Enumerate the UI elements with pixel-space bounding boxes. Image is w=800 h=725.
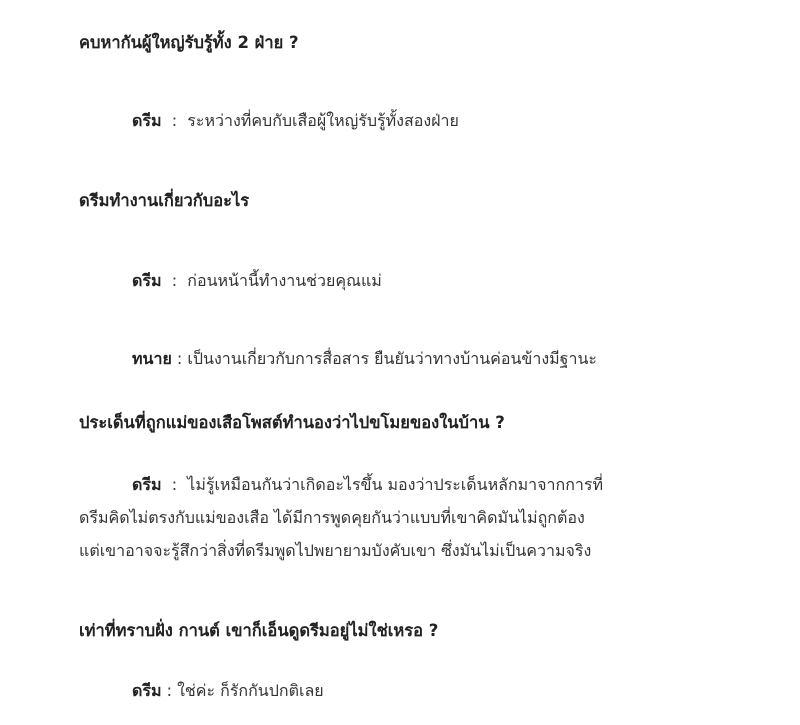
question-heading: ประเด็นที่ถูกแม่ของเสือโพสต์ทำนองว่าไปขโมยของในบ้าน ? <box>79 413 505 432</box>
separator: : <box>161 681 178 700</box>
speaker-label: ดรีม <box>132 681 162 700</box>
question-heading: คบหากันผู้ใหญ่รับรู้ทั้ง 2 ฝ่าย ? <box>79 33 299 52</box>
separator: : <box>171 349 188 368</box>
question-heading: ดรีมทำงานเกี่ยวกับอะไร <box>79 191 250 210</box>
answer-text: ก่อนหน้านี้ทำงานช่วยคุณแม่ <box>187 271 382 290</box>
speaker-label: ทนาย <box>132 349 172 368</box>
answer-text: ไม่รู้เหมือนกันว่าเกิดอะไรขึ้น มองว่าประเด็นหลักมาจากการที่ <box>187 475 604 494</box>
answer-line <box>79 264 679 297</box>
answer-paragraph <box>79 342 679 375</box>
answer-line <box>79 104 679 137</box>
separator: : <box>161 475 188 494</box>
answer-text: ระหว่างที่คบกับเสือผู้ใหญ่รับรู้ทั้งสองฝ่าย <box>187 111 459 130</box>
answer-text: เป็นงานเกี่ยวกับการสื่อสาร ยืนยันว่าทางบ้านค่อนข้างมีฐานะ <box>187 349 598 368</box>
speaker-label: ดรีม <box>132 111 162 130</box>
answer-line <box>79 674 679 707</box>
answer-paragraph <box>79 264 679 297</box>
separator: : <box>161 111 188 130</box>
separator: : <box>161 271 188 290</box>
question-heading: เท่าที่ทราบฝั่ง กานต์ เขาก็เอ็นดูดรีมอยู่ไม่ใช่เหรอ ? <box>79 621 439 640</box>
answer-paragraph <box>79 104 679 137</box>
speaker-label: ดรีม <box>132 475 162 494</box>
answer-line <box>79 342 679 375</box>
answer-paragraph <box>79 674 679 707</box>
speaker-label: ดรีม <box>132 271 162 290</box>
answer-paragraph <box>79 468 679 567</box>
answer-line: ดรีมคิดไม่ตรงกับแม่ของเสือ ได้มีการพูดคุยกันว่าแบบที่เขาคิดมันไม่ถูกต้อง <box>79 508 585 527</box>
answer-line <box>79 468 679 501</box>
answer-text: ใช่ค่ะ ก็รักกันปกติเลย <box>177 681 324 700</box>
answer-line: แต่เขาอาจจะรู้สึกว่าสิ่งที่ดรีมพูดไปพยายามบังคับเขา ซึ่งมันไม่เป็นความจริง <box>79 541 592 560</box>
